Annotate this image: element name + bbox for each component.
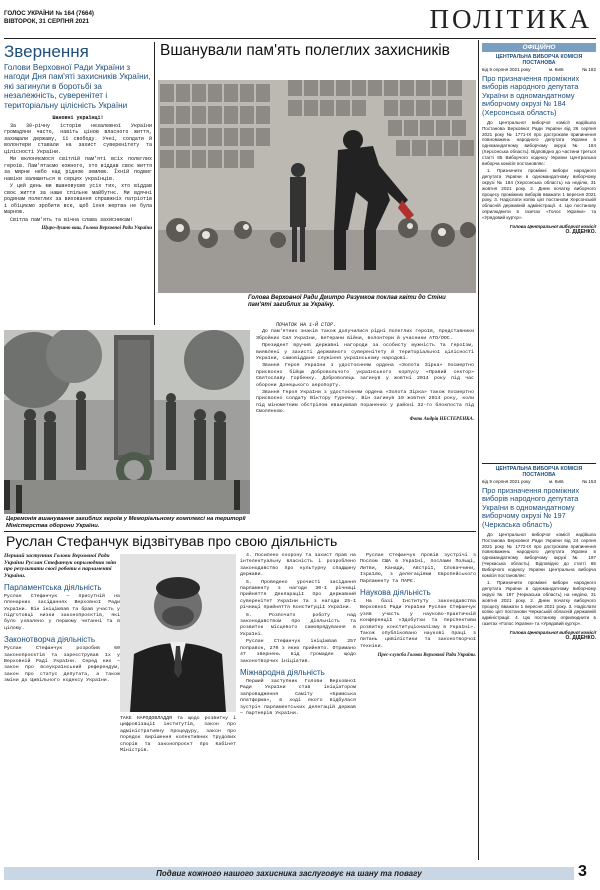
resolution-number: № 153 — [582, 479, 596, 484]
appeal-heading: Звернення — [4, 42, 89, 61]
memorial-paragraph: Звання Героя України з удостоєнням ордена «Золота Зірка» посмертно присвоєно бійцю Добровольчого українського корпусу «Правий сектор» Святославу Горбенку. Доброволець загинув у жовтні 2014 року під час оборони Донецького аеропорту. — [256, 363, 474, 388]
official-banner — [482, 43, 596, 52]
memorial-caption-left: Церемонія вшанування загиблих героїв у Меморіальному комплексі на території Міністерства оборони України. — [6, 516, 246, 529]
appeal-subhead: Голови Верховної Ради України з нагоди Дня пам'яті захисників України, які загинули в боротьбі за незалежність, суверенітет і територіальну цілісність України — [4, 63, 151, 110]
section-heading: Парламентська діяльність — [4, 582, 102, 592]
paper-issue: ГОЛОС УКРАЇНИ № 164 (7664) — [4, 10, 94, 17]
resolution-signer: Голова Центральної виборчої комісії — [509, 629, 596, 635]
profile-col-4 — [360, 553, 476, 858]
section-rule — [4, 531, 476, 532]
profile-credit: Прес-служба Голови Верховної Ради України. — [377, 653, 476, 659]
masthead — [4, 4, 596, 38]
appeal-paragraph: Світла пам'ять та вічна слава захисникам! — [10, 216, 134, 223]
profile-headline: Руслан Стефанчук відзвітував про свою діяльність — [6, 533, 338, 549]
resolution-2 — [482, 466, 596, 860]
appeal-paragraph: У цей день ми вшановуємо усіх тих, хто віддав своє життя за наше спільне майбутнє. Ми вдячні родинам полеглих за виховання справжніх патріотів і обіцяємо зробити все, щоб їхня жертва не була марною. — [4, 183, 152, 216]
memorial-photo-left — [4, 330, 250, 514]
resolution-date: від 9 серпня 2021 року — [482, 67, 531, 72]
memorial-caption-top: Голова Верховної Ради Дмитро Разумков поклав квіти до Стіни пам'яті загиблих за Україну. — [248, 295, 446, 308]
profile-list-item: 5. Проведено урочисті засідання парламенту з нагоди 30-ї річниці прийняття Декларації про державний суверенітет України та з нагоди 25-ї річниці прийняття Конституції України. — [240, 579, 356, 611]
profile-col-1 — [4, 553, 120, 858]
appeal-paragraph: За 30-річну історію незалежної України громадяни часто, навіть ціною власного життя, захищали державу, її свободу. Учні, солдати й волонтери ставали на захист суверенітету та цілісності України. — [4, 122, 152, 155]
section-heading: Наукова діяльність — [360, 588, 431, 598]
profile-section-text: Перший заступник Голови Верховної Ради України став ініціатором запровадження Саміту «Кримська платформа», в ході якого відбулася зустріч парламентських делегацій держав — партнерів України. — [240, 678, 356, 716]
resolution-signer-name: О. ДІДЕНКО. — [565, 229, 596, 236]
appeal-paragraph: Ми вклоняємося світлій пам'яті всіх полеглих героїв. Пам'ятаємо кожного, хто віддав своє життя за мирне небо над рідною землею. Їхній подвиг навіки залишиться в серцях українців. — [4, 156, 152, 182]
footer-bar — [0, 861, 600, 890]
section-title: ПОЛІТИКА — [429, 4, 592, 34]
profile-paragraph: Руслан Стефанчук провів зустрічі з Послом США в Україні, послами Польщі, Литви, Канади, Австрії, Словаччини, Ізраїлю, з делегаціями Європейського Парламенту та ПАРЄ. — [360, 553, 476, 584]
memorial-paragraph: Президент вручив державні нагороди за особисту мужність та героїзм, виявлені у захисті державного суверенітету й територіальної цілісності України, самовіддане служіння українському народові. — [256, 343, 474, 362]
profile-section-text: На базі Інституту законодавства Верховної Ради України Руслан Стефанчук узяв участь у науково-практичній конференції «Здобутки та перспективи розвитку конституціоналізму в Україні». Також опубліковано наукові праці з питань цивілістики та законотворчої техніки. — [360, 599, 476, 649]
memorial-paragraph: До пам'ятних знаків також долучилися рідні полеглих героїв, представники Збройних Сил України, ветерани війни, волонтери й учасники АТО/ООС. — [256, 329, 474, 341]
resolution-title: Про призначення проміжних виборів народного депутата України в одномандатному виборчому окрузі № 184 (Херсонська область) — [482, 74, 580, 117]
profile-section-text: Руслан Стефанчук — присутній на пленарних засіданнях Верховної Ради України. Він ініціював та брав участь у підготовці низки законопроєктів, які було ухвалено у першому читанні та в цілому. — [4, 593, 120, 631]
commission-title: ЦЕНТРАЛЬНА ВИБОРЧА КОМІСІЯ ПОСТАНОВА — [495, 466, 583, 478]
profile-list-item: 4. Посилено охорону та захист прав на інтелектуальну власність і розроблено законодавство про культурну спадщину держави. — [240, 553, 356, 578]
resolution-body: До Центральної виборчої комісії надійшла Постанова Верховної Ради України від 26 серпня 2021 року № 1771-IX про дострокове припинення повноважень народного депутата України в одномандатному виборчому окрузі № 184 (Херсонська область). Відповідно до частини третьої статті 85 Виборчого кодексу України Центральна виборча комісія постановляє: — [482, 120, 596, 166]
resolution-points: 1. Призначити проміжні вибори народного депутата України в одномандатному виборчому окрузі № 197 (Черкаська область) на неділю, 31 жовтня 2021 року. 2. Днем початку виборчого процесу вважати 1 вересня 2021 року. 3. Надіслати копію цієї постанови Черкаській обласній державній адміністрації. 4. Цю постанову оприлюднити в газетах «Голос України» та «Урядовий кур'єр». — [482, 580, 596, 626]
section-heading: Законотворча діяльність — [4, 635, 96, 645]
memorial-photo-top — [158, 80, 476, 293]
page-number: 3 — [578, 863, 587, 880]
appeal-salutation: Шановні українці! — [52, 115, 104, 122]
issue-date: ВІВТОРОК, 31 СЕРПНЯ 2021 — [4, 18, 90, 25]
appeal-block — [4, 42, 152, 327]
resolution-meta — [482, 479, 596, 485]
stefanchuk-portrait — [120, 554, 236, 712]
resolution-body: До Центральної виборчої комісії надійшла Постанова Верховної Ради України від 24 серпня 2021 року № 1772-IX про дострокове припинення повноважень народного депутата України в одномандатному виборчому окрузі № 197 (Черкаська область). Відповідно до статті 85 Виборчого кодексу України Центральна виборча комісія постановляє: — [482, 532, 596, 578]
resolution-signer-name: О. ДІДЕНКО. — [565, 635, 596, 642]
profile-lead: Перший заступник Голови Верховної Ради України Руслан Стефанчук оприлюднив звіт про результати своєї роботи в парламенті України. — [4, 553, 117, 580]
photo-credit: Фото Андрія НЕСТЕРЕНКА. — [409, 416, 474, 422]
masthead-rule — [4, 38, 596, 39]
section-heading: Міжнародна діяльність — [240, 667, 325, 677]
resolution-1 — [482, 54, 596, 460]
resolution-signer: Голова Центральної виборчої комісії — [509, 223, 596, 229]
memorial-headline: Вшанували пам'ять полеглих захисників — [160, 42, 450, 59]
resolution-date: від 9 серпня 2021 року — [482, 479, 531, 484]
profile-section-text: Руслан Стефанчук розробив 60 законопроєктів та зареєстрував їх у Верховній Раді України. Серед них — закон про всеукраїнський референдум, закон про статус депутата, а також зміни до Цивільного кодексу України. — [4, 646, 120, 684]
resolution-city: м. Київ — [548, 67, 564, 72]
footer-slogan: Подвиг кожного нашого захисника заслуговує на шану та повагу — [156, 869, 422, 878]
appeal-signature: Щиро-душно ваш, Голова Верховної Ради України — [41, 226, 152, 232]
resolution-title: Про призначення проміжних виборів народного депутата України в одномандатному виборчому окрузі № 197 (Черкаська область) — [482, 486, 580, 529]
memorial-paragraph: Звання Героя України з удостоєнням ордена «Золота Зірка» також посмертно присвоєно солдату Віктору Гурняку. Він загинув 19 жовтня 2014 року, коли під мінометним обстрілом евакуював поранених у районі 32-го блокпоста під Смолянкою. — [256, 390, 474, 415]
commission-title: ЦЕНТРАЛЬНА ВИБОРЧА КОМІСІЯ ПОСТАНОВА — [495, 54, 583, 66]
resolution-number: № 182 — [582, 67, 596, 72]
profile-list-item: 6. Розпочато роботу над законодавством про діяльність та розвиток місцевого самоврядування в Україні. — [240, 612, 356, 637]
memorial-text — [256, 322, 474, 520]
resolution-meta — [482, 67, 596, 73]
resolution-points: 1. Призначити проміжні вибори народного депутата України в одномандатному виборчому окрузі № 184 (Херсонська область) на неділю, 31 жовтня 2021 року. 2. Днем початку виборчого процесу проміжних виборів вважати 1 вересня 2021 року. 3. Надіслати копію цієї постанови Херсонській обласній державній адміністрації. 4. Цю постанову оприлюднити в газетах «Голос України» та «Урядовий кур'єр». — [482, 168, 596, 220]
sidebar-divider — [478, 40, 479, 860]
official-label: ОФІЦІЙНО — [522, 44, 556, 51]
column-divider — [154, 42, 155, 325]
resolution-rule — [482, 463, 596, 464]
profile-paragraph: Руслан Стефанчук ініціював 257 поправок, 270 з яких прийнято. Отримано 47 звернень від громадян щодо законотворчих ініціатив. — [240, 639, 356, 664]
profile-col-3 — [240, 553, 356, 858]
profile-bottom-note: ТАКЕ НАРОДОВЛАДДЯ та щодо розвитку і цифровізації інститутів, закон про адміністративну процедуру, закон про порядок вирішення колективних трудових спорів та законопроєкт про Кабінет Міністрів. — [120, 716, 236, 754]
resolution-city: м. Київ — [548, 479, 564, 484]
continued-from: ПОЧАТОК НА 1-Й СТОР. — [276, 322, 337, 328]
